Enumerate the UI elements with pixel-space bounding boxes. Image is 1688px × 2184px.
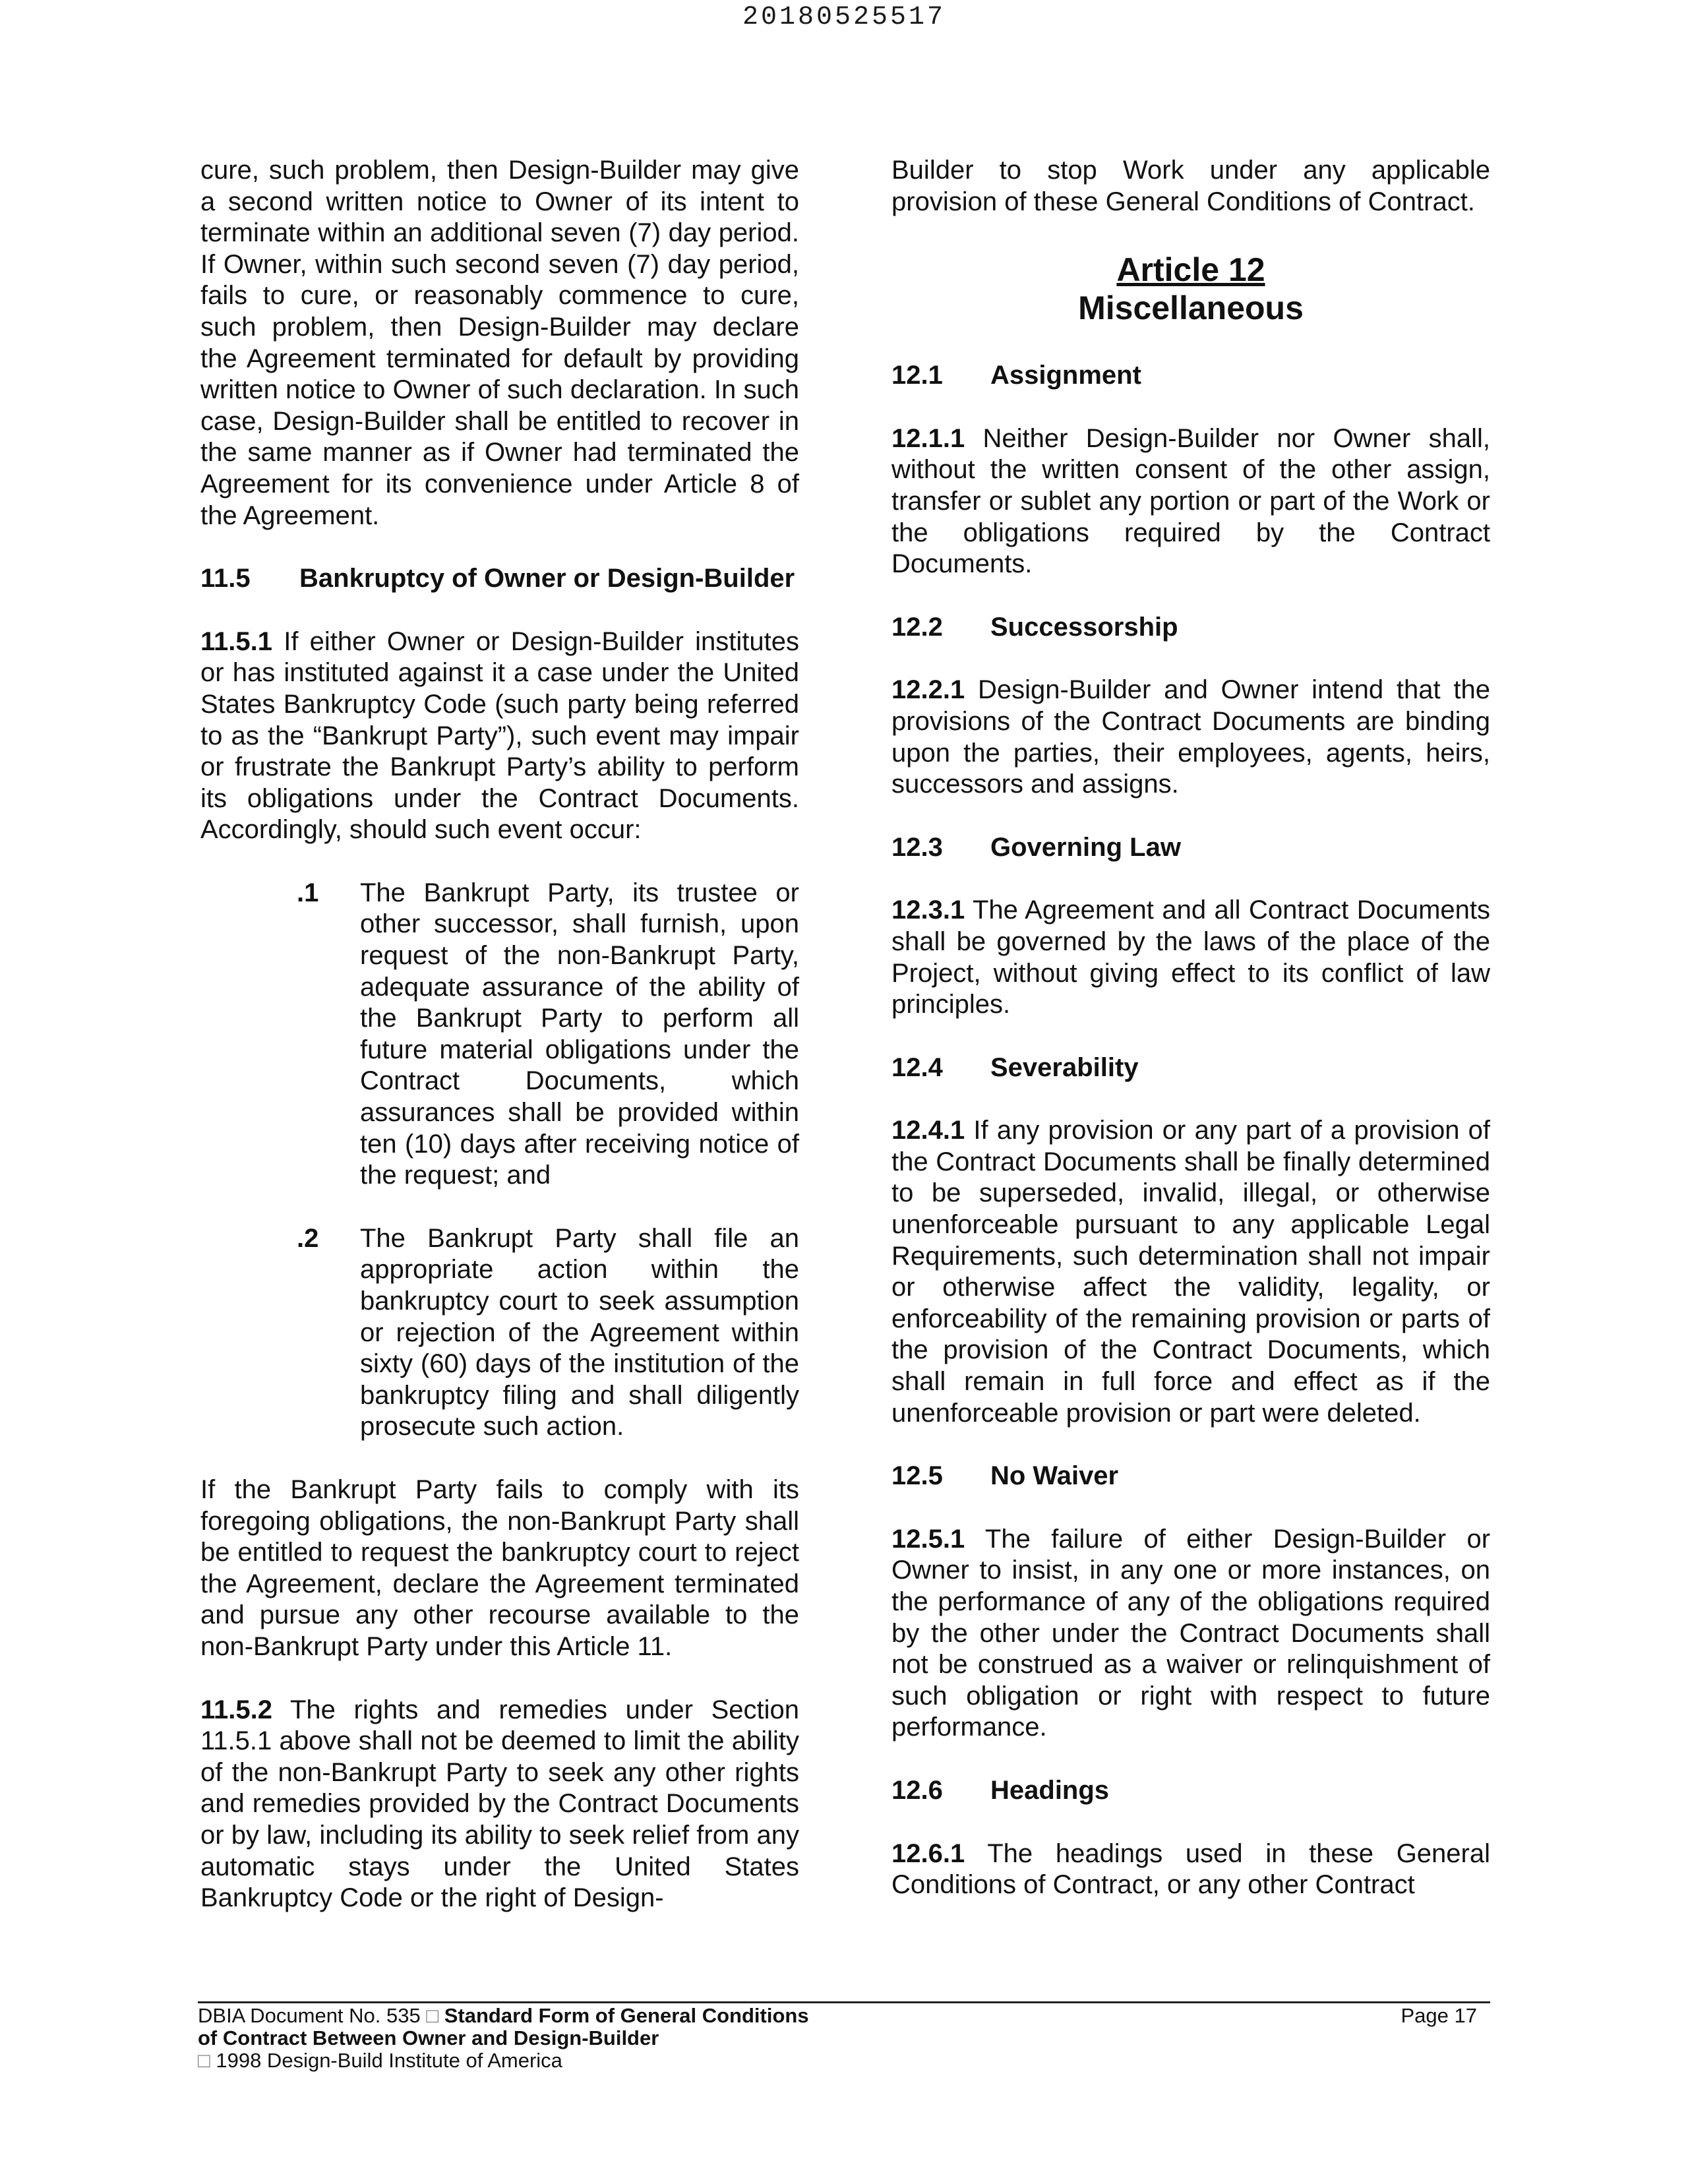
paragraph-12-6-1 bbox=[891, 1838, 1490, 1901]
list-marker: .1 bbox=[297, 878, 319, 907]
section-heading-12-1 bbox=[891, 360, 1490, 392]
document-number: 20180525517 bbox=[742, 3, 946, 32]
article-heading bbox=[891, 251, 1490, 327]
clause-text: If any provision or any part of a provision of the Contract Documents shall be finally determined to be superseded, invalid, illegal, or otherwise unenforceable pursuant to any applicable Legal Requirements, such determination shall not impair or otherwise affect the validity, legality, or enforceability of the remaining provision or parts of the provision of the Contract Documents, which shall remain in full force and effect as if the unenforceable provision or part were deleted. bbox=[891, 1116, 1490, 1428]
article-subtitle: Miscellaneous bbox=[1078, 289, 1304, 327]
section-number: 12.3 bbox=[891, 832, 943, 862]
section-number: 12.5 bbox=[891, 1461, 943, 1491]
section-title: Bankruptcy of Owner or Design-Builder bbox=[299, 564, 795, 593]
clause-number: 11.5.2 bbox=[200, 1695, 273, 1724]
paragraph: cure, such problem, then Design-Builder may give a second written notice to Owner of its intent to terminate within an additional seven (7) day period. If Owner, within such second seven (7) day period, fails to cure, or reasonably commence to cure, such problem, then Design-Builder may declare the Agreement terminated for default by providing written notice to Owner of such declaration. In such case, Design-Builder shall be entitled to recover in the same manner as if Owner had terminated the Agreement for its convenience under Article 8 of the Agreement. bbox=[200, 156, 799, 530]
clause-text: The rights and remedies under Section 11.5.1 above shall not be deemed to limit the ability of the non-Bankrupt Party to seek any other rights and remedies provided by the Contract Documents or by law, including its ability to seek relief from any automatic stays under the United States Bankruptcy Code or the right of Design- bbox=[200, 1695, 800, 1913]
paragraph-11-5-1 bbox=[200, 626, 799, 846]
article-title: Article 12 bbox=[1116, 251, 1265, 289]
section-heading-11-5 bbox=[200, 563, 799, 595]
clause-number: 12.3.1 bbox=[891, 895, 965, 925]
section-title: No Waiver bbox=[990, 1461, 1119, 1491]
clause-number: 12.4.1 bbox=[891, 1116, 965, 1145]
clause-text: The headings used in these General Conditions of Contract, or any other Contract bbox=[891, 1838, 1491, 1900]
paragraph-12-5-1 bbox=[891, 1524, 1490, 1744]
clause-number: 12.1.1 bbox=[891, 423, 965, 453]
paragraph: If the Bankrupt Party fails to comply with its foregoing obligations, the non-Bankrupt Party shall be entitled to request the bankruptcy court to reject the Agreement, declare the Agreement terminated and pursue any other recourse available to the non-Bankrupt Party under this Article 11. bbox=[200, 1474, 799, 1661]
list-item-1 bbox=[200, 878, 799, 1192]
paragraph-12-2-1 bbox=[891, 675, 1490, 800]
section-heading-12-4 bbox=[891, 1052, 1490, 1084]
section-title: Assignment bbox=[990, 361, 1141, 390]
page-number: Page 17 bbox=[1401, 2004, 1477, 2027]
page-footer bbox=[198, 2005, 1490, 2072]
section-title: Severability bbox=[990, 1052, 1139, 1082]
paragraph-12-1-1 bbox=[891, 423, 1490, 580]
footer-form-title-line2: of Contract Between Owner and Design-Builder bbox=[198, 2026, 659, 2049]
section-title: Governing Law bbox=[990, 832, 1181, 862]
section-number: 12.4 bbox=[891, 1052, 943, 1082]
clause-text: Design-Builder and Owner intend that the provisions of the Contract Documents are binding upon the parties, their employees, agents, heirs, successors and assigns. bbox=[891, 675, 1490, 799]
paragraph: Builder to stop Work under any applicable provision of these General Conditions of Contract. bbox=[891, 156, 1490, 216]
footer-form-title: Standard Form of General Conditions bbox=[444, 2004, 809, 2027]
footer-divider bbox=[198, 2001, 1490, 2003]
clause-text: Neither Design-Builder nor Owner shall, without the written consent of the other assign, transfer or sublet any portion or part of the Work or the obligations required by the Contract Documents. bbox=[891, 423, 1490, 579]
clause-number: 12.2.1 bbox=[891, 675, 965, 705]
left-column bbox=[200, 155, 799, 1946]
list-marker: .2 bbox=[297, 1223, 319, 1253]
section-number: 11.5 bbox=[200, 564, 251, 593]
paragraph-12-4-1 bbox=[891, 1115, 1490, 1429]
right-column bbox=[891, 155, 1490, 1933]
clause-text: The Agreement and all Contract Documents shall be governed by the laws of the place of the Project, without giving effect to its conflict of law principles. bbox=[891, 895, 1491, 1019]
footer-doc-label: DBIA Document No. 535 bbox=[198, 2004, 421, 2027]
section-heading-12-6 bbox=[891, 1775, 1490, 1807]
section-heading-12-3 bbox=[891, 832, 1490, 864]
clause-text: If either Owner or Design-Builder institutes or has instituted against it a case under the United States Bankruptcy Code (such party being referred to as the “Bankrupt Party”), such event may impair or frustrate the Bankrupt Party’s ability to perform its obligations under the Contract Documents. Accordingly, should such event occur: bbox=[200, 626, 799, 845]
separator-symbol: □ bbox=[426, 2004, 439, 2027]
section-heading-12-2 bbox=[891, 612, 1490, 644]
section-title: Successorship bbox=[990, 612, 1178, 642]
section-title: Headings bbox=[990, 1775, 1110, 1805]
paragraph-12-3-1 bbox=[891, 895, 1490, 1020]
clause-text: The failure of either Design-Builder or Owner to insist, in any one or more instances, on the performance of any of the obligations required by the other under the Contract Documents shall not be construed as a waiver or relinquishment of such obligation or right with respect to future performance. bbox=[891, 1524, 1491, 1742]
footer-copyright: 1998 Design-Build Institute of America bbox=[216, 2049, 562, 2072]
clause-number: 12.6.1 bbox=[891, 1838, 965, 1868]
list-item-text: The Bankrupt Party, its trustee or other successor, shall furnish, upon request of the non-Bankrupt Party, adequate assurance of the ability of the Bankrupt Party to perform all future material obligations under the Contract Documents, which assurances shall be provided within ten (10) days after receiving notice of the request; and bbox=[360, 878, 799, 1190]
section-number: 12.2 bbox=[891, 612, 943, 642]
list-item-2 bbox=[200, 1223, 799, 1443]
section-heading-12-5 bbox=[891, 1461, 1490, 1492]
clause-number: 11.5.1 bbox=[200, 626, 273, 656]
list-item-text: The Bankrupt Party shall file an appropriate action within the bankruptcy court to seek assumption or rejection of the Agreement within sixty (60) days of the institution of the bankruptcy filing and shall diligently prosecute such action. bbox=[360, 1223, 799, 1441]
section-number: 12.1 bbox=[891, 361, 943, 390]
section-number: 12.6 bbox=[891, 1775, 943, 1805]
clause-number: 12.5.1 bbox=[891, 1524, 965, 1554]
copyright-symbol: □ bbox=[198, 2049, 210, 2072]
paragraph-11-5-2 bbox=[200, 1695, 799, 1914]
